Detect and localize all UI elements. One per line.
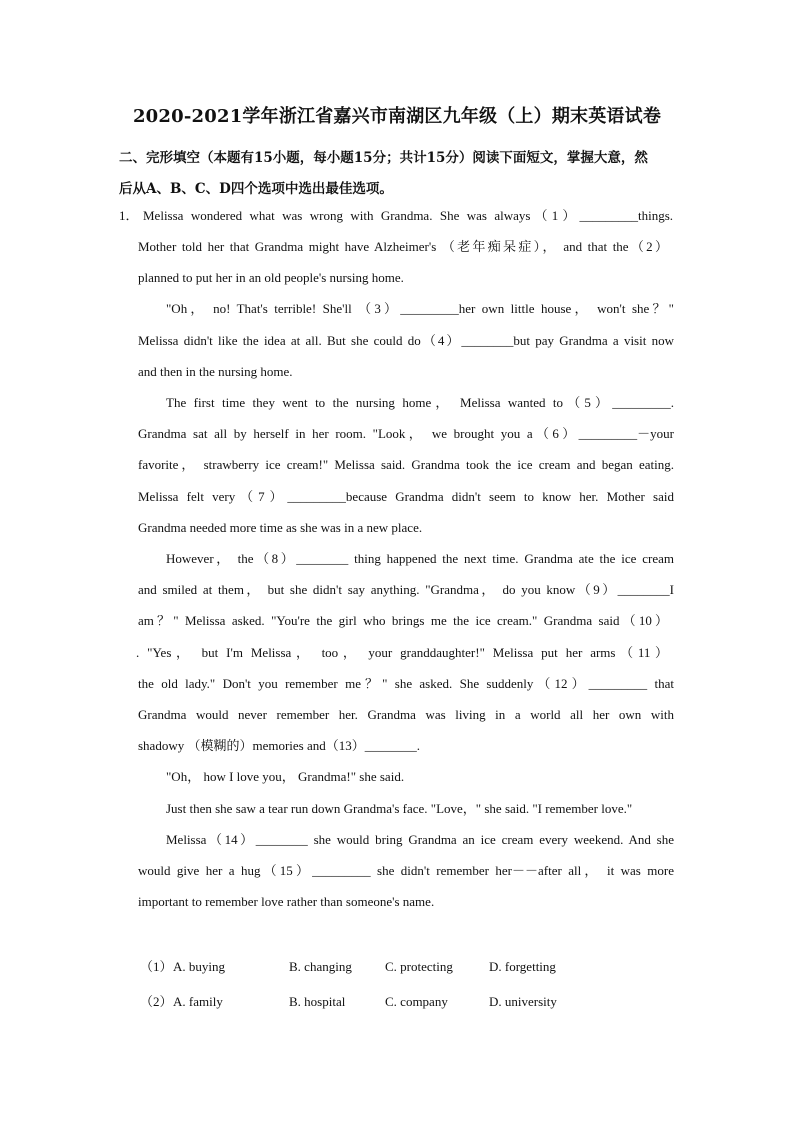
passage-line: Grandma would never remember her. Grandma was living in a world all her own with <box>138 707 674 722</box>
passage-line: would give her a hug（15）_________ she didn't remember her－－after all， it was more <box>138 863 674 878</box>
passage-line: However， the（8）________ thing happened the next time. Grandma ate the ice cream <box>166 551 674 566</box>
passage-line: shadowy （模糊的）memories and（13）________. <box>138 738 421 753</box>
passage-line: favorite， strawberry ice cream!" Melissa said. Grandma took the ice cream and began eating. <box>138 457 674 472</box>
passage-line: Melissa didn't like the idea at all. But she could do（4）________but pay Grandma a visit now <box>138 333 674 348</box>
exam-title: 2020-2021学年浙江省嘉兴市南湖区九年级（上）期末英语试卷 <box>132 106 662 127</box>
option-row-1 <box>140 959 600 975</box>
passage-line: planned to put her in an old people's nursing home. <box>138 270 404 285</box>
option-d: D. forgetting <box>489 959 556 974</box>
question-number: 1． <box>119 208 139 223</box>
passage-line: and smiled at them， but she didn't say anything. "Grandma， do you know（9）________I <box>138 582 674 597</box>
passage-line: "Oh， no! That's terrible! She'll （3）_________her own little house， won't she？" <box>166 301 674 316</box>
section-header-line-2: 后从A、B、C、D四个选项中选出最佳选项。 <box>119 181 393 197</box>
passage-line: Mother told her that Grandma might have Alzheimer's （老年痴呆症）， and that the（2） <box>138 239 668 254</box>
passage-line: and then in the nursing home. <box>138 364 293 379</box>
passage-line: Grandma sat all by herself in her room. "Look， we brought you a（6）_________－your <box>138 426 674 441</box>
option-a: A. family <box>173 994 223 1009</box>
option-d: D. university <box>489 994 557 1009</box>
option-c: C. protecting <box>385 959 453 974</box>
passage-line: Grandma needed more time as she was in a new place. <box>138 520 423 535</box>
passage-line: "Oh， how I love you， Grandma!" she said. <box>166 769 405 784</box>
option-row-2 <box>140 994 600 1010</box>
option-number: （1） <box>140 959 173 974</box>
option-b: B. changing <box>289 959 352 974</box>
option-b: B. hospital <box>289 994 346 1009</box>
option-c: C. company <box>385 994 448 1009</box>
passage-line: Melissa wondered what was wrong with Grandma. She was always（1）_________things. <box>143 208 673 223</box>
passage-line: The first time they went to the nursing home， Melissa wanted to（5）_________. <box>166 395 674 410</box>
passage-line: Melissa（14）________ she would bring Grandma an ice cream every weekend. And she <box>166 832 674 847</box>
passage-line: . "Yes， but I'm Melissa， too， your granddaughter!" Melissa put her arms（11） <box>136 645 668 660</box>
option-number: （2） <box>140 994 173 1009</box>
passage-line: important to remember love rather than someone's name. <box>138 894 435 909</box>
option-a: A. buying <box>173 959 225 974</box>
passage-line: Just then she saw a tear run down Grandma's face. "Love，" she said. "I remember love." <box>166 801 633 816</box>
passage-line: the old lady." Don't you remember me？" she asked. She suddenly（12）_________ that <box>138 676 674 691</box>
passage-line: Melissa felt very（7）_________because Grandma didn't seem to know her. Mother said <box>138 489 674 504</box>
section-header-line-1: 二、完形填空（本题有15小题，每小题15分；共计15分）阅读下面短文，掌握大意，然 <box>119 150 648 166</box>
passage-line: am？" Melissa asked. "You're the girl who brings me the ice cream." Grandma said（10） <box>138 613 668 628</box>
